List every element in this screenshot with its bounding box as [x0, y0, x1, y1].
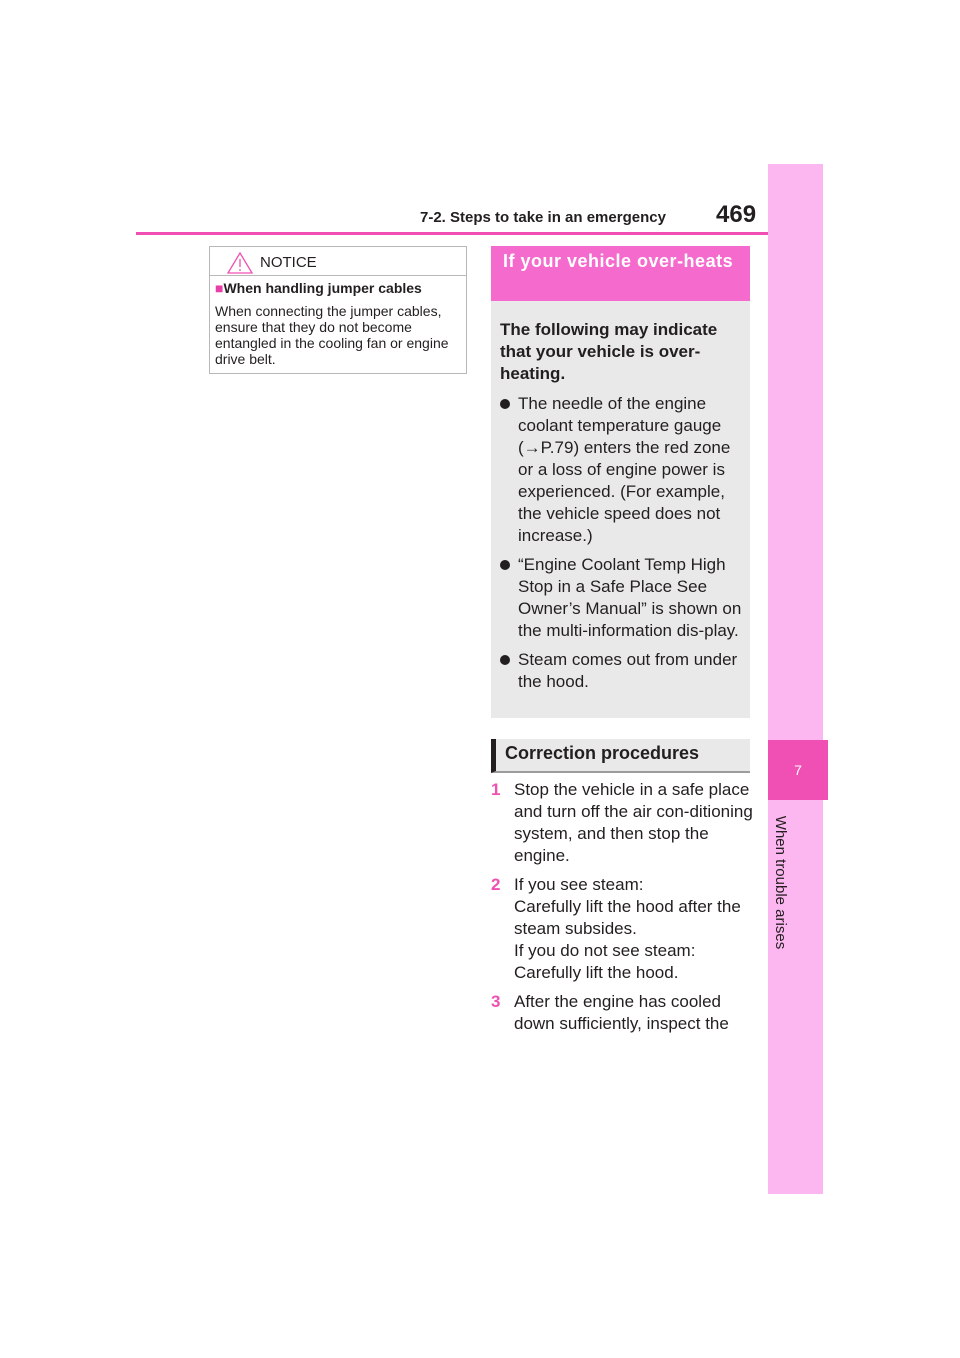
notice-box	[209, 246, 467, 374]
bullet-text: “Engine Coolant Temp High Stop in a Safe Place See Owner’s Manual” is shown on the multi-information dis-play.	[518, 555, 742, 640]
bullet-icon	[500, 399, 510, 409]
section-title: 7-2. Steps to take in an emergency	[420, 209, 666, 226]
step-text: Stop the vehicle in a safe place and turn off the air con-ditioning system, and then stop the engine.	[514, 780, 753, 865]
correction-heading-bar	[491, 739, 750, 773]
step-text: If you see steam:	[514, 875, 644, 894]
overheat-intro: The following may indicate that your vehicle is over-heating.	[500, 320, 718, 383]
notice-body: When connecting the jumper cables, ensure that they do not become entangled in the cooling fan or engine drive belt.	[215, 303, 449, 367]
step-text: After the engine has cooled down sufficiently, inspect the	[514, 992, 729, 1033]
notice-subtitle-text: When handling jumper cables	[223, 280, 422, 296]
step-text: Carefully lift the hood after the steam subsides.	[514, 897, 741, 938]
list-item	[500, 554, 746, 642]
step-item	[491, 779, 753, 867]
step-text: If you do not see steam:	[514, 941, 696, 960]
correction-heading: Correction procedures	[505, 743, 700, 763]
page-number: 469	[716, 201, 757, 228]
step-number: 1	[491, 780, 501, 799]
chapter-number-tab: 7	[768, 740, 828, 800]
bullet-icon	[500, 655, 510, 665]
overheat-heading: If your vehicle over-heats	[503, 251, 734, 271]
chapter-label-text: When trouble arises	[772, 815, 790, 950]
subtitle-square-marker: ■	[215, 280, 224, 296]
step-text: Carefully lift the hood.	[514, 963, 679, 982]
step-number: 3	[491, 992, 501, 1011]
notice-label: NOTICE	[260, 254, 317, 271]
chapter-side-strip	[768, 164, 823, 1194]
step-item	[491, 991, 753, 1035]
overheat-heading-band	[491, 246, 750, 301]
bullet-icon	[500, 560, 510, 570]
list-item	[500, 649, 746, 693]
step-number: 2	[491, 875, 501, 894]
overheat-symptom-list	[500, 393, 746, 700]
bullet-text: Steam comes out from under the hood.	[518, 650, 738, 691]
overheat-panel	[491, 301, 750, 718]
bullet-text: The needle of the engine coolant temperature gauge (→P.79) enters the red zone or a loss of engine power is experienced. (For example, the vehicle speed does not increase.)	[518, 394, 731, 545]
warning-triangle-icon	[227, 252, 253, 274]
notice-subtitle	[215, 280, 422, 296]
header-divider	[136, 232, 768, 235]
correction-steps	[491, 779, 753, 1042]
chapter-label	[769, 805, 793, 960]
list-item	[500, 393, 746, 547]
notice-header	[210, 247, 466, 276]
step-item	[491, 874, 753, 984]
